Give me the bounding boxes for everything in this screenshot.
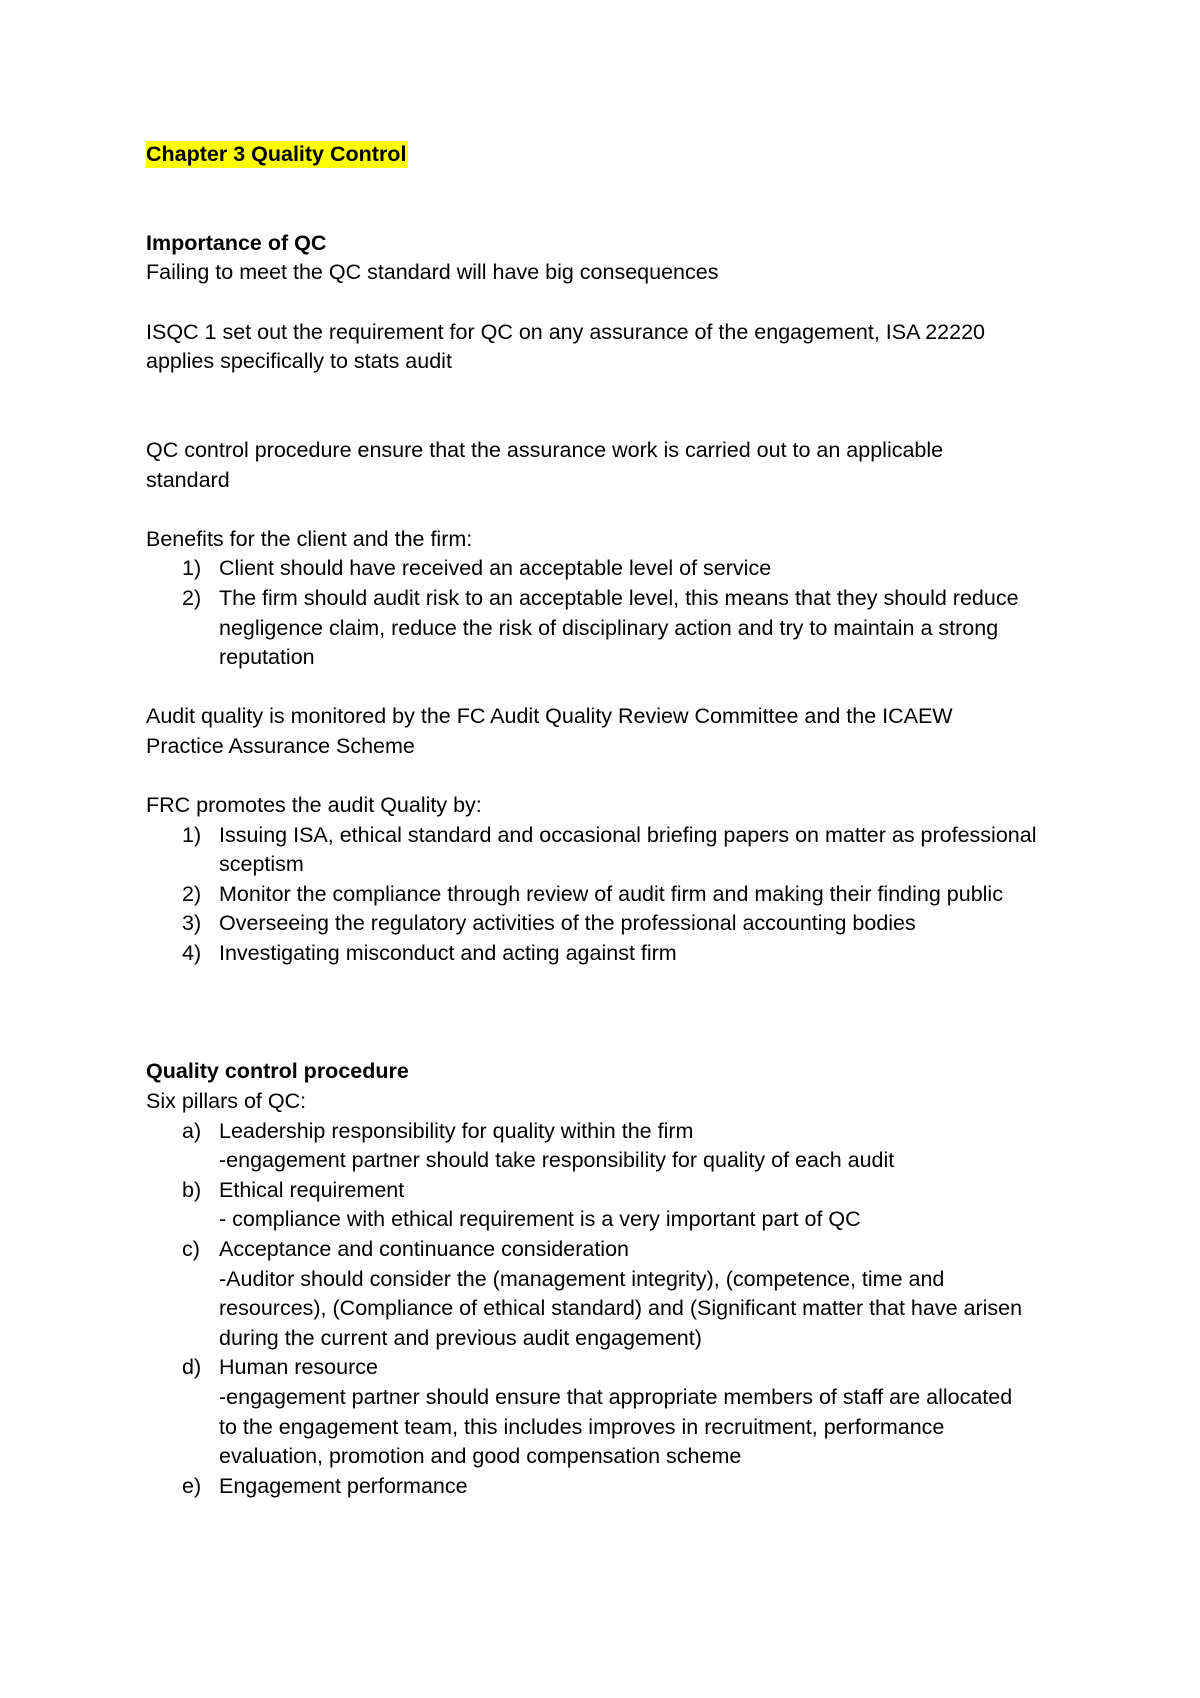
list-item xyxy=(146,1176,1076,1235)
list-item xyxy=(146,1472,1076,1502)
list-item xyxy=(146,1117,1076,1176)
chapter-title-text: Chapter 3 Quality Control xyxy=(146,142,407,166)
list-marker: 1) xyxy=(182,556,202,581)
paragraph-line: applies specifically to stats audit xyxy=(146,349,452,374)
list-marker: 3) xyxy=(182,911,202,936)
list-item-line: Issuing ISA, ethical standard and occasional briefing papers on matter as professional xyxy=(219,822,1037,847)
list-marker: a) xyxy=(182,1118,202,1143)
list-item-line: Acceptance and continuance consideration xyxy=(219,1236,629,1261)
list-item-line: reputation xyxy=(219,645,315,670)
section-heading-importance: Importance of QC xyxy=(146,230,327,255)
list-marker: e) xyxy=(182,1473,202,1498)
list-item-line: Investigating misconduct and acting against firm xyxy=(219,941,677,966)
paragraph-qc-procedure xyxy=(146,436,1076,495)
list-item xyxy=(146,584,1076,673)
list-item-line: Ethical requirement xyxy=(219,1177,405,1202)
section-heading-qc-procedure: Quality control procedure xyxy=(146,1059,409,1084)
list-item xyxy=(146,554,1076,584)
list-item xyxy=(146,939,1076,969)
paragraph-line: ISQC 1 set out the requirement for QC on any assurance of the engagement, ISA 22220 xyxy=(146,319,986,344)
list-item-line: -engagement partner should ensure that appropriate members of staff are allocated xyxy=(219,1384,1013,1409)
list-marker: 1) xyxy=(182,822,202,847)
pillars-list xyxy=(146,1117,1076,1502)
list-item-line: during the current and previous audit engagement) xyxy=(219,1325,702,1350)
list-marker: c) xyxy=(182,1236,200,1261)
list-item xyxy=(146,1353,1076,1471)
paragraph-isqc xyxy=(146,318,1076,377)
document-page xyxy=(146,140,1076,1501)
frc-list xyxy=(146,821,1076,969)
paragraph-line: standard xyxy=(146,467,230,492)
list-item-line: -engagement partner should take responsibility for quality of each audit xyxy=(219,1148,895,1173)
list-item-line: Client should have received an acceptable level of service xyxy=(219,556,772,581)
list-item-line: sceptism xyxy=(219,852,304,877)
list-item-line: negligence claim, reduce the risk of disciplinary action and try to maintain a strong xyxy=(219,615,999,640)
list-item-line: Engagement performance xyxy=(219,1473,468,1498)
list-item-line: resources), (Compliance of ethical standard) and (Significant matter that have arisen xyxy=(219,1296,1023,1321)
paragraph-monitored xyxy=(146,702,1076,761)
paragraph-line: Practice Assurance Scheme xyxy=(146,733,415,758)
list-marker: 2) xyxy=(182,585,202,610)
chapter-title xyxy=(146,140,1076,170)
benefits-intro: Benefits for the client and the firm: xyxy=(146,526,473,551)
list-item xyxy=(146,880,1076,910)
list-item-line: evaluation, promotion and good compensation scheme xyxy=(219,1444,742,1469)
list-item xyxy=(146,909,1076,939)
list-item-line: Human resource xyxy=(219,1355,378,1380)
frc-intro: FRC promotes the audit Quality by: xyxy=(146,793,482,818)
list-item xyxy=(146,1235,1076,1353)
list-item-line: Overseeing the regulatory activities of the professional accounting bodies xyxy=(219,911,916,936)
list-item-line: The firm should audit risk to an acceptable level, this means that they should reduce xyxy=(219,585,1019,610)
list-item xyxy=(146,821,1076,880)
benefits-list xyxy=(146,554,1076,672)
paragraph-line: Audit quality is monitored by the FC Audit Quality Review Committee and the ICAEW xyxy=(146,704,953,729)
list-item-line: -Auditor should consider the (management integrity), (competence, time and xyxy=(219,1266,945,1291)
list-marker: b) xyxy=(182,1177,202,1202)
list-marker: d) xyxy=(182,1355,202,1380)
list-item-line: - compliance with ethical requirement is a very important part of QC xyxy=(219,1207,861,1232)
paragraph-consequences: Failing to meet the QC standard will have big consequences xyxy=(146,260,719,285)
paragraph-line: QC control procedure ensure that the assurance work is carried out to an applicable xyxy=(146,437,944,462)
list-marker: 4) xyxy=(182,941,202,966)
pillars-intro: Six pillars of QC: xyxy=(146,1089,307,1114)
list-marker: 2) xyxy=(182,881,202,906)
list-item-line: Monitor the compliance through review of audit firm and making their finding public xyxy=(219,881,1003,906)
list-item-line: Leadership responsibility for quality within the firm xyxy=(219,1118,694,1143)
list-item-line: to the engagement team, this includes improves in recruitment, performance xyxy=(219,1414,945,1439)
